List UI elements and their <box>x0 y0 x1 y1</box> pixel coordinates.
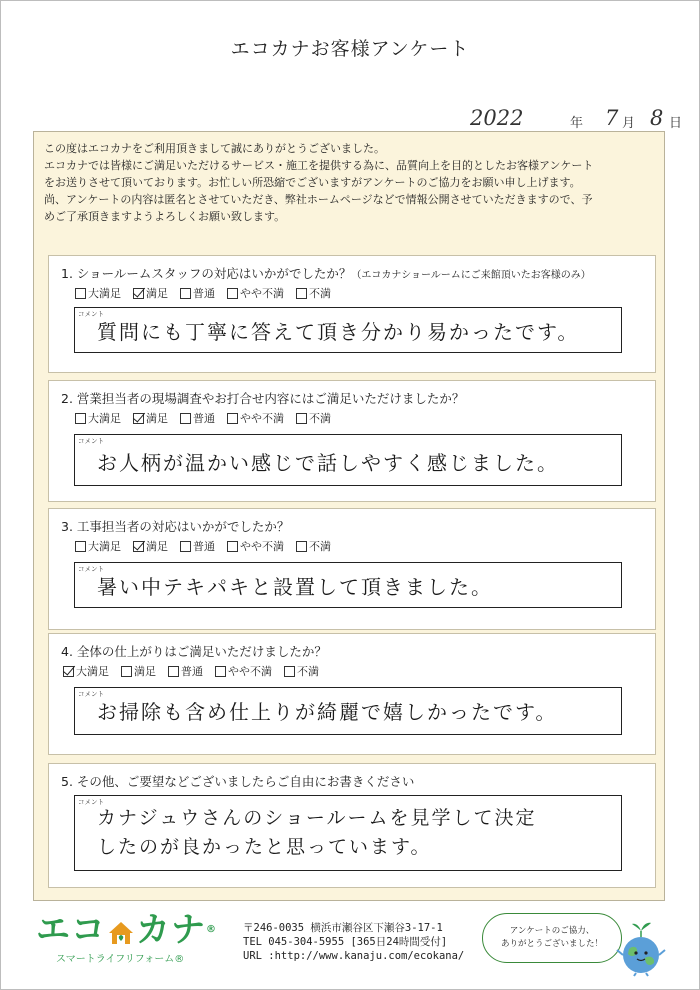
rating-option-label: やや不満 <box>228 665 272 678</box>
checkbox[interactable] <box>227 541 238 552</box>
checkbox[interactable] <box>180 413 191 424</box>
intro-line: この度はエコカナをご利用頂きまして誠にありがとうございました。 <box>44 142 385 155</box>
intro-line: をお送りさせて頂いております。お忙しい所恐縮でございますがアンケートのご協力をお願い申し上げます。 <box>44 176 581 189</box>
rating-option-label: 普通 <box>181 665 203 678</box>
checkbox[interactable] <box>284 666 295 677</box>
rating-option-label: 大満足 <box>88 287 121 300</box>
rating-option-label: やや不満 <box>240 412 284 425</box>
rating-option[interactable] <box>296 410 331 426</box>
date-day: 8 <box>650 106 664 130</box>
checkbox[interactable] <box>63 666 74 677</box>
rating-option[interactable] <box>133 410 168 426</box>
comment-text: 暑い中テキパキと設置して頂きました。 <box>97 575 493 599</box>
rating-option[interactable] <box>284 663 319 679</box>
date-month: 7 <box>605 106 619 130</box>
rating-options <box>75 410 331 426</box>
question-5 <box>48 763 656 888</box>
question-title: 3. 工事担当者の対応はいかがでしたか？ <box>61 519 290 534</box>
question-4 <box>48 633 656 755</box>
rating-option[interactable] <box>180 285 215 301</box>
intro-line: エコカナでは皆様にご満足いただけるサービス・施工を提供する為に、品質向上を目的としたお客様アンケート <box>44 159 594 172</box>
rating-option-label: 普通 <box>193 287 215 300</box>
checkbox[interactable] <box>296 541 307 552</box>
comment-text: 質問にも丁寧に答えて頂き分かり易かったです。 <box>97 320 580 344</box>
question-1 <box>48 255 656 373</box>
comment-box[interactable] <box>74 795 622 871</box>
comment-text: お人柄が温かい感じで話しやすく感じました。 <box>97 451 559 475</box>
ecokana-logo <box>36 912 226 972</box>
bubble-line: アンケートのご協力、 <box>509 926 595 936</box>
question-title: 4. 全体の仕上がりはご満足いただけましたか？ <box>61 644 327 659</box>
question-3 <box>48 508 656 630</box>
rating-option[interactable] <box>133 538 168 554</box>
rating-option-label: やや不満 <box>240 287 284 300</box>
rating-option[interactable] <box>133 285 168 301</box>
rating-option-label: 不満 <box>309 540 331 553</box>
comment-box[interactable] <box>74 687 622 735</box>
rating-option[interactable] <box>180 410 215 426</box>
date-year: 2022 <box>470 106 524 130</box>
comment-text: お掃除も含め仕上りが綺麗で嬉しかったです。 <box>97 700 558 724</box>
rating-option[interactable] <box>75 410 121 426</box>
rating-options <box>75 285 331 301</box>
rating-option[interactable] <box>227 538 284 554</box>
rating-option-label: 大満足 <box>88 540 121 553</box>
rating-option-label: 満足 <box>146 540 168 553</box>
logo-text-kana: カナ <box>136 910 206 950</box>
checkbox[interactable] <box>227 288 238 299</box>
page-title: エコカナお客様アンケート <box>230 38 470 60</box>
rating-option-label: やや不満 <box>240 540 284 553</box>
checkbox[interactable] <box>215 666 226 677</box>
checkbox[interactable] <box>296 288 307 299</box>
rating-option[interactable] <box>227 285 284 301</box>
checkbox[interactable] <box>168 666 179 677</box>
comment-box[interactable] <box>74 307 622 353</box>
rating-option[interactable] <box>63 663 109 679</box>
house-icon <box>108 917 134 943</box>
rating-option-label: 大満足 <box>88 412 121 425</box>
rating-option-label: 不満 <box>309 412 331 425</box>
question-title: 1. ショールームスタッフの対応はいかがでしたか？ <box>61 266 352 281</box>
comment-box[interactable] <box>74 434 622 486</box>
checkbox[interactable] <box>121 666 132 677</box>
date-day-unit: 日 <box>669 116 683 131</box>
comment-label: コメント <box>78 798 104 806</box>
rating-option[interactable] <box>215 663 272 679</box>
address-line: TEL 045-304-5955 [365日24時間受付] <box>243 936 448 948</box>
rating-option-label: 大満足 <box>76 665 109 678</box>
thanks-bubble <box>482 913 622 963</box>
comment-label: コメント <box>78 437 104 445</box>
checkbox[interactable] <box>180 288 191 299</box>
comment-line: したのが良かったと思っています。 <box>97 836 432 858</box>
rating-option-label: 満足 <box>146 412 168 425</box>
rating-option-label: 普通 <box>193 540 215 553</box>
company-address <box>243 921 464 963</box>
checkbox[interactable] <box>133 413 144 424</box>
question-title: 5. その他、ご要望などございましたらご自由にお書きください <box>61 774 415 789</box>
question-title: 2. 営業担当者の現場調査やお打合せ内容にはご満足いただけましたか？ <box>61 391 465 406</box>
question-note: （エコカナショールームにご来館頂いたお客様のみ） <box>351 270 591 281</box>
rating-option[interactable] <box>296 285 331 301</box>
logo-subtitle: スマートライフリフォーム® <box>56 954 185 965</box>
intro-text <box>44 140 664 225</box>
date-year-unit: 年 <box>570 116 584 131</box>
comment-text <box>97 804 611 862</box>
comment-label: コメント <box>78 690 104 698</box>
rating-option[interactable] <box>296 538 331 554</box>
checkbox[interactable] <box>227 413 238 424</box>
checkbox[interactable] <box>180 541 191 552</box>
rating-option[interactable] <box>180 538 215 554</box>
rating-option[interactable] <box>121 663 156 679</box>
comment-box[interactable] <box>74 562 622 608</box>
comment-line: カナジュウさんのショールームを見学して決定 <box>97 807 537 829</box>
rating-options <box>75 538 331 554</box>
logo-text-eco: エコ <box>36 910 106 950</box>
rating-option-label: 不満 <box>309 287 331 300</box>
checkbox[interactable] <box>75 541 86 552</box>
checkbox[interactable] <box>133 541 144 552</box>
address-line: URL :http://www.kanaju.com/ecokana/ <box>243 950 465 962</box>
date-month-unit: 月 <box>622 116 636 131</box>
address-line: 〒246-0035 横浜市瀬谷区下瀬谷3-17-1 <box>243 922 443 934</box>
globe-mascot-icon <box>612 917 670 977</box>
rating-option-label: 満足 <box>134 665 156 678</box>
checkbox[interactable] <box>296 413 307 424</box>
checkbox[interactable] <box>133 288 144 299</box>
comment-label: コメント <box>78 565 104 573</box>
rating-option-label: 満足 <box>146 287 168 300</box>
rating-option[interactable] <box>75 538 121 554</box>
rating-option[interactable] <box>227 410 284 426</box>
bubble-line: ありがとうございました！ <box>500 939 603 949</box>
checkbox[interactable] <box>75 288 86 299</box>
rating-option[interactable] <box>75 285 121 301</box>
rating-option-label: 普通 <box>193 412 215 425</box>
rating-options <box>63 663 319 679</box>
question-2 <box>48 380 656 502</box>
checkbox[interactable] <box>75 413 86 424</box>
logo-registered: ® <box>206 924 217 935</box>
rating-option-label: 不満 <box>297 665 319 678</box>
comment-label: コメント <box>78 310 104 318</box>
intro-line: めご了承頂きますようよろしくお願い致します。 <box>44 210 286 223</box>
rating-option[interactable] <box>168 663 203 679</box>
intro-line: 尚、アンケートの内容は匿名とさせていただき、弊社ホームページなどで情報公開させていただきますので、予 <box>44 193 593 206</box>
